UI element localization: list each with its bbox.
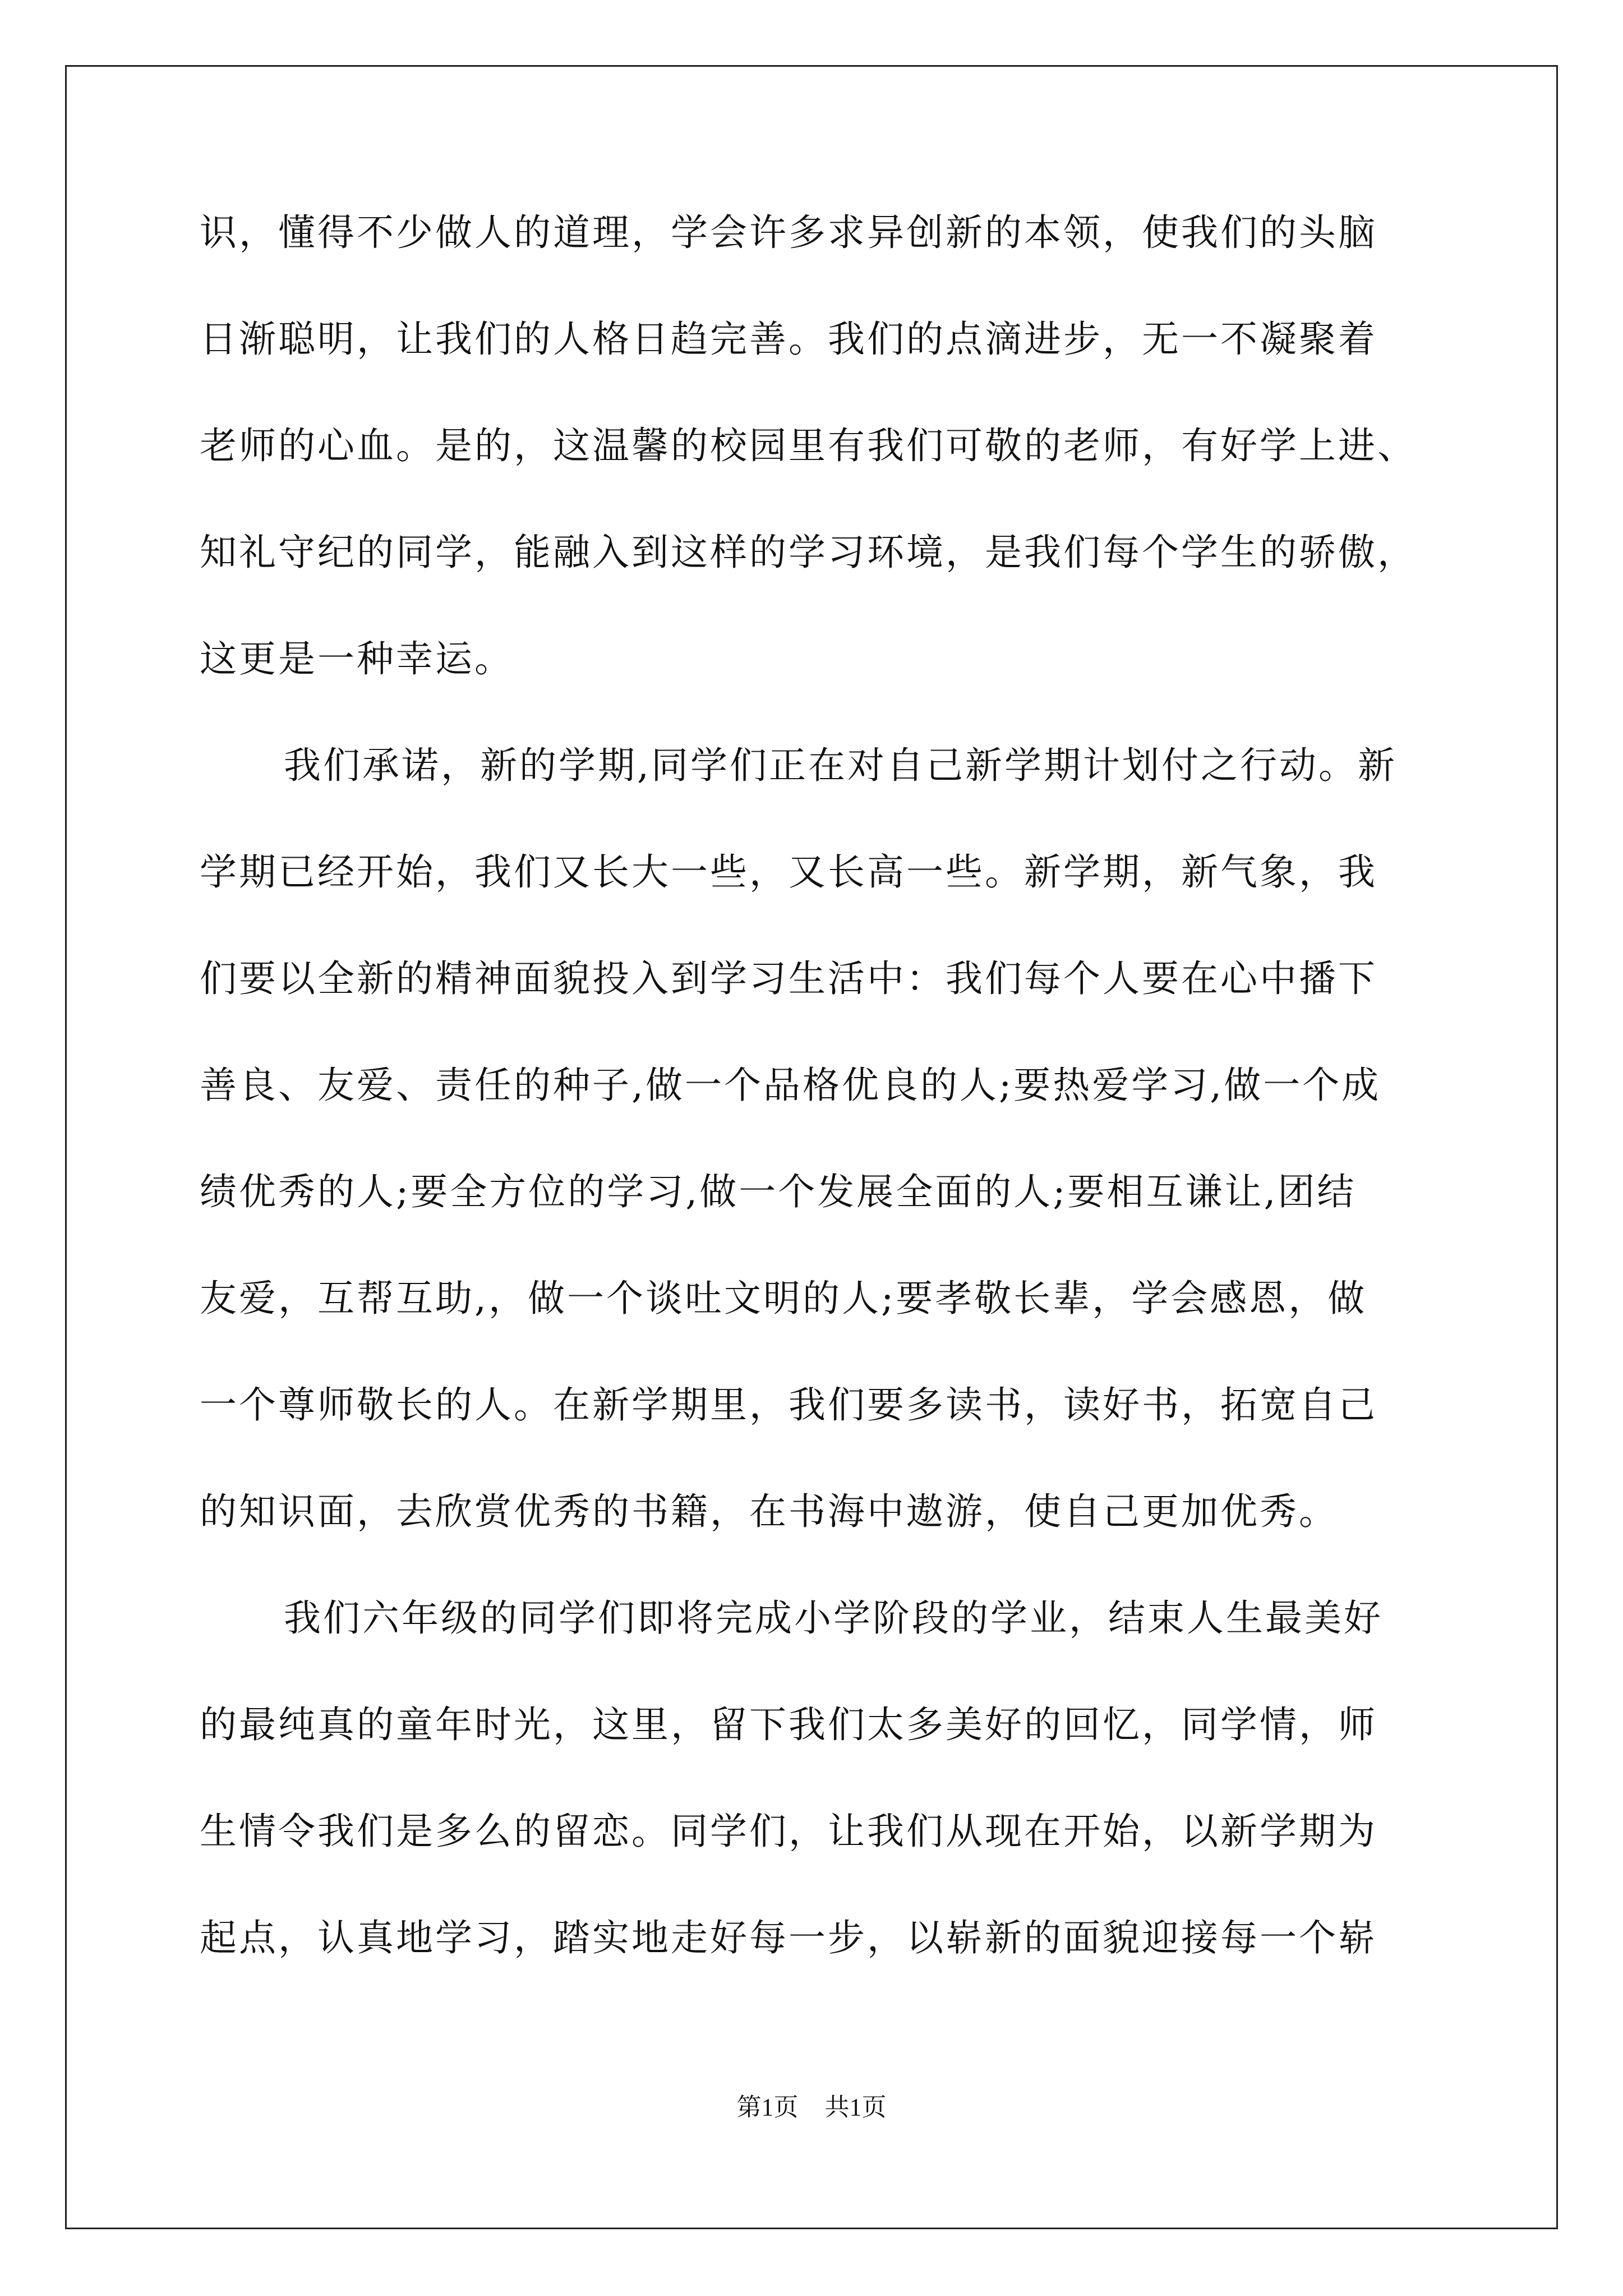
text-line: 日渐聪明，让我们的人格日趋完善。我们的点滴进步，无一不凝聚着 <box>200 318 1377 361</box>
page-total: 共1页 <box>824 2093 887 2121</box>
paragraph-start-line: 我们六年级的同学们即将完成小学阶段的学业，结束人生最美好 <box>284 1596 1383 1640</box>
text-line: 善良、友爱、责任的种子,做一个品格优良的人;要热爱学习,做一个成 <box>200 1064 1381 1107</box>
page-footer <box>0 2087 1623 2123</box>
text-line: 的知识面，去欣赏优秀的书籍，在书海中遨游，使自己更加优秀。 <box>200 1490 1338 1533</box>
text-line: 这更是一种幸运。 <box>200 637 514 680</box>
text-line: 学期已经开始，我们又长大一些，又长高一些。新学期，新气象，我 <box>200 850 1377 894</box>
text-line: 绩优秀的人;要全方位的学习,做一个发展全面的人;要相互谦让,团结 <box>200 1170 1357 1213</box>
text-line: 的最纯真的童年时光，这里，留下我们太多美好的回忆，同学情，师 <box>200 1703 1377 1746</box>
text-line: 老师的心血。是的，这温馨的校园里有我们可敬的老师，有好学上进、 <box>200 424 1417 467</box>
document-body <box>200 210 1433 2022</box>
text-line: 们要以全新的精神面貌投入到学习生活中：我们每个人要在心中播下 <box>200 957 1377 1000</box>
page-number: 第1页 <box>736 2093 799 2121</box>
text-line: 一个尊师敬长的人。在新学期里，我们要多读书，读好书，拓宽自己 <box>200 1383 1377 1427</box>
text-line: 知礼守纪的同学，能融入到这样的学习环境，是我们每个学生的骄傲， <box>200 531 1417 574</box>
paragraph-start-line: 我们承诺，新的学期,同学们正在对自己新学期计划付之行动。新 <box>284 744 1397 787</box>
text-line: 识，懂得不少做人的道理，学会许多求异创新的本领，使我们的头脑 <box>200 211 1377 254</box>
text-line: 起点，认真地学习，踏实地走好每一步，以崭新的面貌迎接每一个崭 <box>200 1916 1377 1959</box>
text-line: 友爱，互帮互助,，做一个谈吐文明的人;要孝敬长辈，学会感恩，做 <box>200 1277 1367 1320</box>
text-line: 生情令我们是多么的留恋。同学们，让我们从现在开始，以新学期为 <box>200 1810 1377 1853</box>
